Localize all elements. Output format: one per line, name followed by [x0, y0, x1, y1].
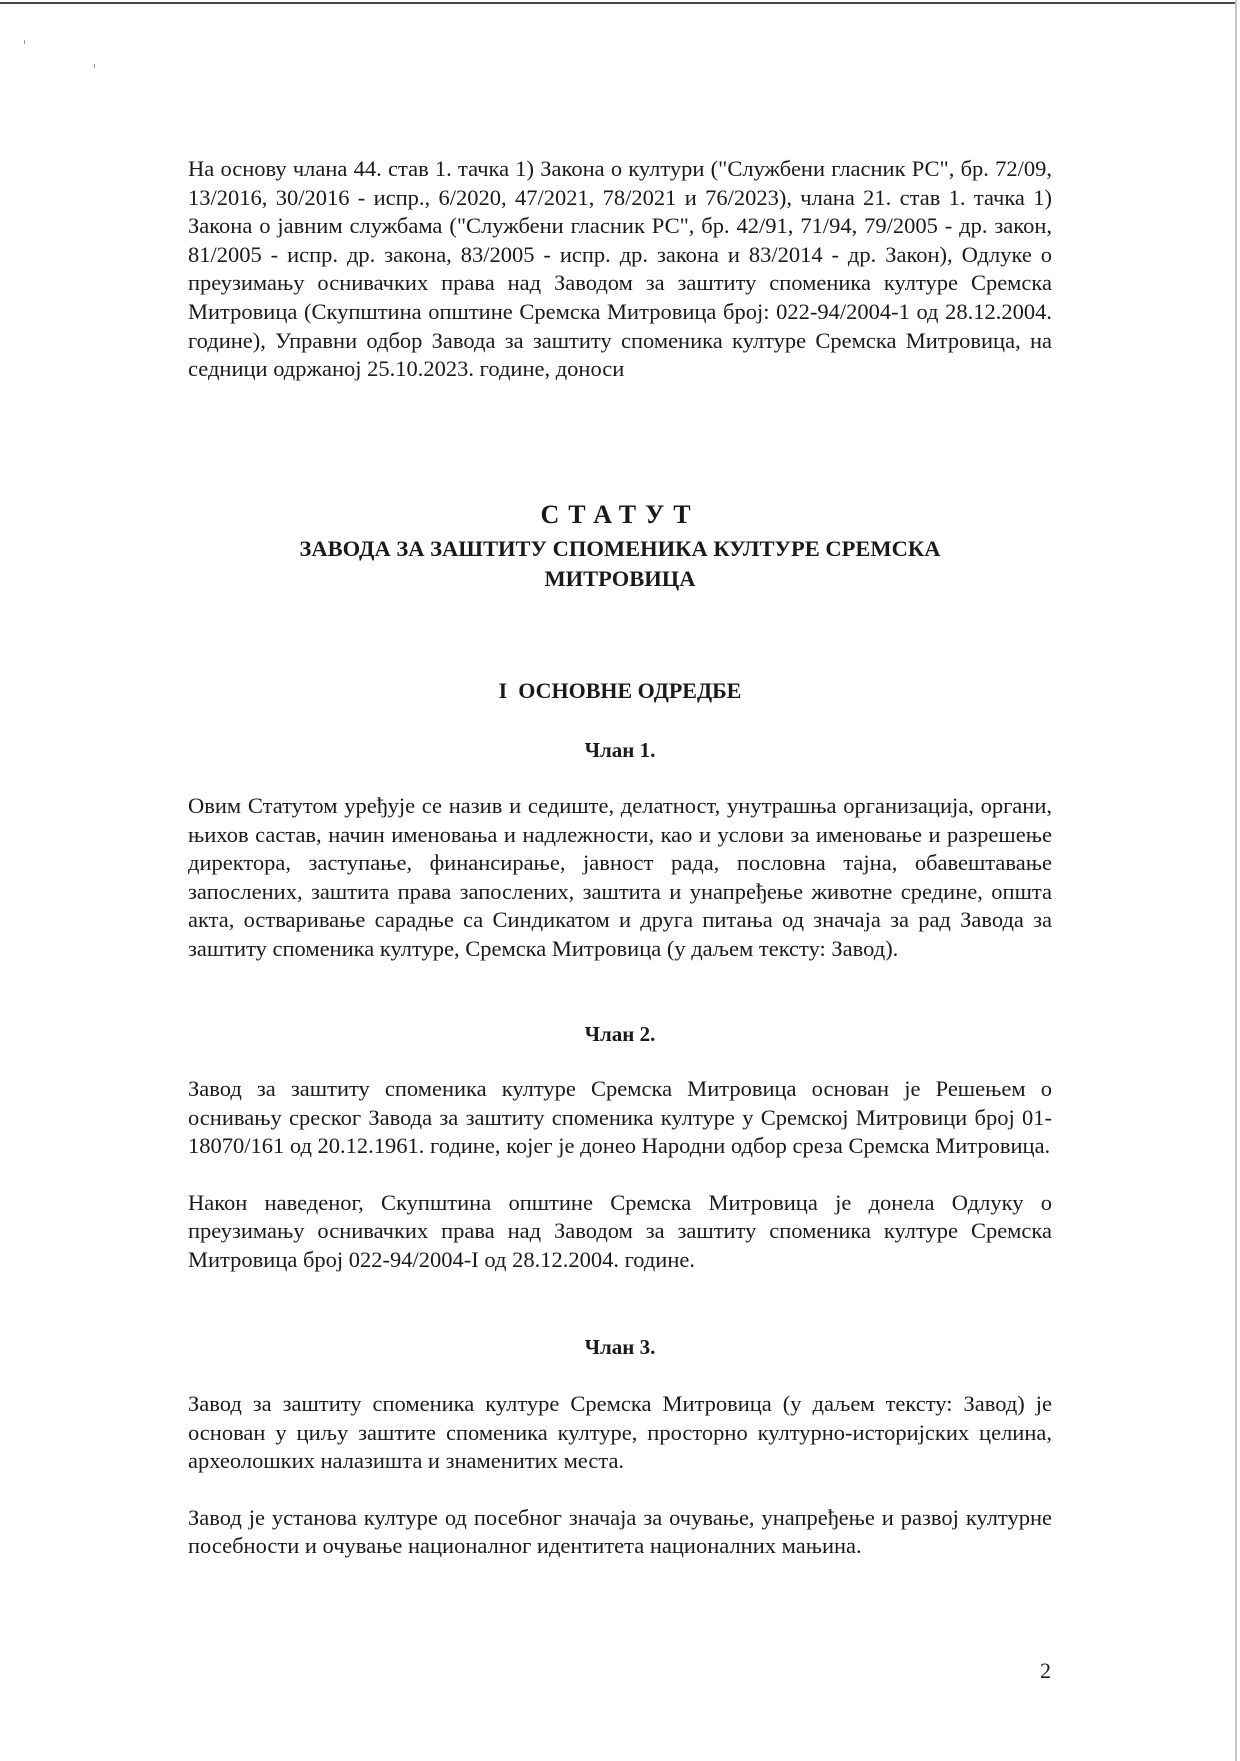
article-1-heading-block	[188, 738, 1052, 763]
article-2-heading-block	[188, 1022, 1052, 1047]
scan-speck	[94, 64, 95, 68]
article-3-paragraph-1: Завод за заштиту споменика културе Сремска Митровица (у даљем тексту: Завод) је основан у циљу заштите споменика културе, просторно културно-историјских целина, археолошких налазишта и знаменитих места.	[188, 1391, 1052, 1474]
preamble-paragraph: На основу члана 44. став 1. тачка 1) Закона о култури ("Службени гласник РС", бр. 72/09, 13/2016, 30/2016 - испр., 6/2020, 47/2021, 78/2021 и 76/2023), члана 21. став 1. тачка 1) Закона о јавним службама ("Службени гласник РС", бр. 42/91, 71/94, 79/2005 - др. закон, 81/2005 - испр. др. закона, 83/2005 - испр. др. закона и 83/2014 - др. Закон), Одлуке о преузимању оснивачких права над Заводом за заштиту споменика културе Сремска Митровица (Скупштина општине Сремска Митровица број: 022-94/2004-1 од 28.12.2004. године), Управни одбор Завода за заштиту споменика културе Сремска Митровица, на седници одржаној 25.10.2023. године, доноси	[188, 156, 1052, 382]
article-2-paragraph-2: Након наведеног, Скупштина општине Сремска Митровица је донела Одлуку о преузимању оснивачких права над Заводом за заштиту споменика културе Сремска Митровица број 022-94/2004-I од 28.12.2004. године.	[188, 1189, 1052, 1272]
document-title: СТАТУТ	[540, 500, 700, 529]
article-2-paragraph-1: Завод за заштиту споменика културе Сремска Митровица основан је Решењем о оснивању среског Завода за заштиту споменика културе у Сремској Митровици број 01-18070/161 од 20.12.1961. године, којег је донео Народни одбор среза Сремска Митровица.	[188, 1076, 1052, 1159]
scan-right-edge	[1235, 0, 1237, 1761]
scan-top-border	[0, 2, 1236, 4]
article-2-heading: Члан 2.	[584, 1022, 656, 1046]
article-3-heading: Члан 3.	[584, 1335, 656, 1359]
article-1-paragraph-1: Овим Статутом уређује се назив и седиште, делатност, унутрашња организација, органи, њихов састав, начин именовања и надлежности, као и услови за именовање и разрешење директора, заступање, финансирање, јавност рада, пословна тајна, обавештавање запослених, заштита права запослених, заштита и унапређење животне средине, општа акта, остваривање сарадње са Синдикатом и друга питања од значаја за рад Завода за заштиту споменика културе, Сремска Митровица (у даљем тексту: Завод).	[188, 793, 1052, 961]
document-title-block	[188, 500, 1052, 594]
document-subtitle-line-2: МИТРОВИЦА	[544, 566, 696, 591]
article-3-heading-block	[188, 1335, 1052, 1360]
article-1-heading: Члан 1.	[584, 738, 656, 762]
section-heading: I ОСНОВНЕ ОДРЕДБЕ	[498, 678, 742, 703]
article-1-body	[188, 792, 1052, 964]
document-subtitle-line-1: ЗАВОДА ЗА ЗАШТИТУ СПОМЕНИКА КУЛТУРЕ СРЕМСКА	[299, 536, 941, 561]
article-2-body	[188, 1075, 1052, 1275]
scan-speck	[24, 40, 25, 44]
article-3-paragraph-2: Завод је установа културе од посебног значаја за очување, унапређење и развој културне посебности и очување националног идентитета националних мањина.	[188, 1504, 1052, 1559]
preamble-block	[188, 155, 1052, 384]
article-3-body	[188, 1390, 1052, 1561]
section-heading-block	[188, 678, 1052, 704]
page-number: 2	[1040, 1658, 1051, 1683]
